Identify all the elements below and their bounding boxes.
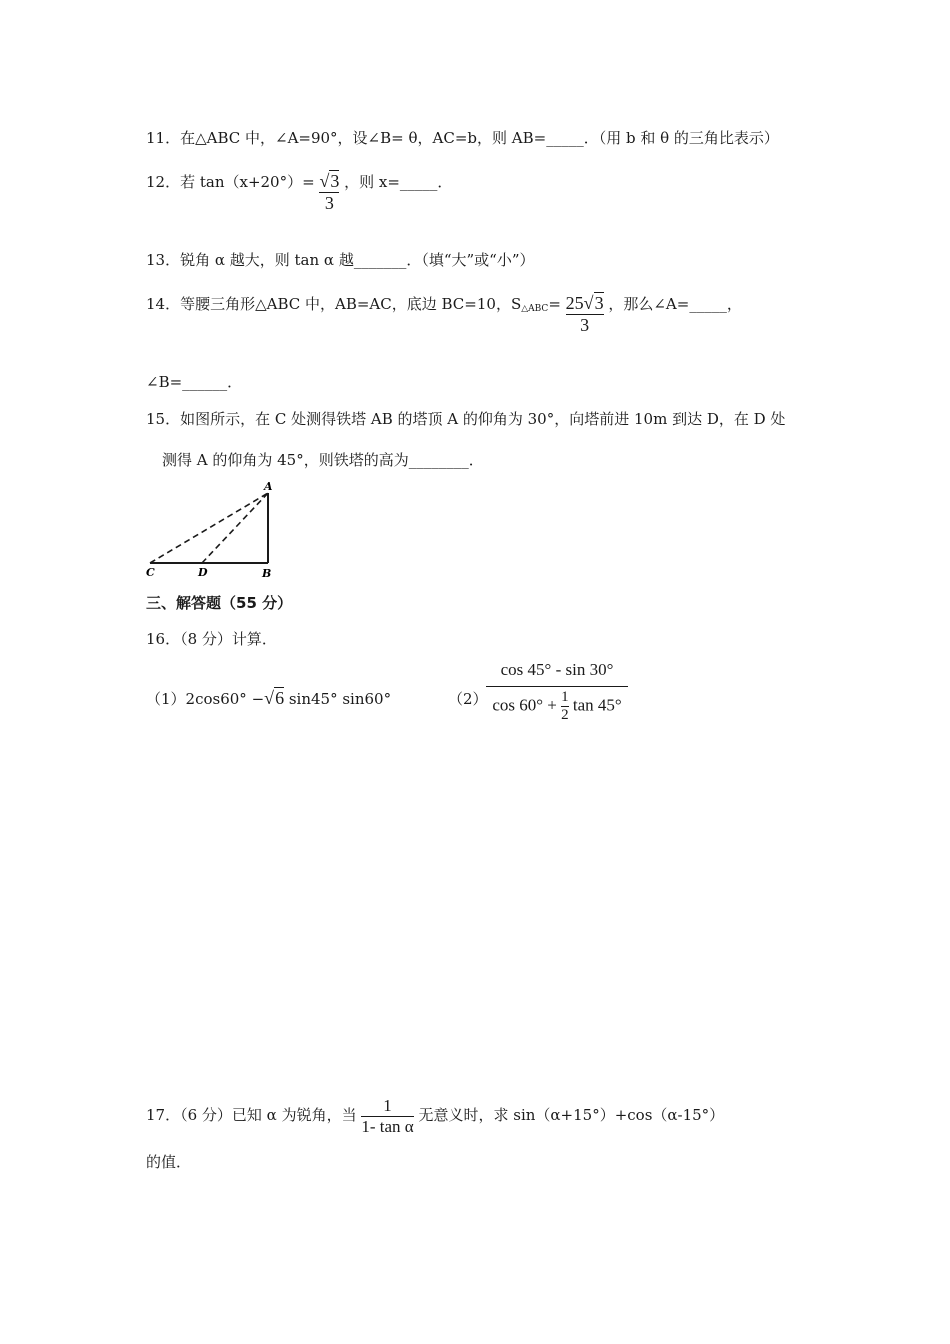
sqrt-symbol: √3 [319,171,340,191]
question-12-suffix: ，则 x=_____． [344,173,453,191]
question-14-prefix: 14．等腰三角形△ABC 中，AB=AC，底边 BC=10，S [146,295,522,313]
question-14-suffix: ，那么∠A=_____， [608,295,742,313]
fraction-denominator: 3 [580,315,590,335]
area-subscript: △ABC [521,304,549,314]
fraction-numerator: 1 [383,1096,392,1115]
tower-figure [140,478,290,582]
question-12-fraction [319,171,339,214]
question-17-fraction [361,1096,413,1137]
sightline-d [202,493,268,563]
question-16-title: 16．（8 分）计算． [146,630,277,648]
half-fraction: $\frac{1}{2}$ [561,689,569,723]
question-15-line2: 测得 A 的仰角为 45°，则铁塔的高为________． [162,451,484,469]
question-14-line2: ∠B=______． [146,373,243,391]
question-17: 17．（6 分）已知 α 为锐角，当 $\frac{1}{\text{1- tan α}}$ 无意义时，求 sin（α+15°）+cos（α-15°） [146,1096,725,1136]
sightline-c [150,493,268,563]
question-11: 11．在△ABC 中，∠A=90°，设∠B= θ，AC=b，则 AB=_____．（用 b 和 θ 的三角比表示） [146,129,779,147]
fraction-numerator: cos 45° - sin 30° [500,660,614,679]
fraction-denominator: 3 [324,193,334,213]
sqrt-symbol: √3 [583,293,604,313]
question-13: 13．锐角 α 越大，则 tan α 越_______．（填“大”或“小”） [146,251,535,269]
question-15-line1: 15．如图所示，在 C 处测得铁塔 AB 的塔顶 A 的仰角为 30°，向塔前进 10m 到达 D，在 D 处 [146,410,786,428]
part2-fraction [486,660,628,724]
part2-label: （2） [448,690,488,708]
question-12-prefix: 12．若 tan（x+20°）= [146,173,315,191]
question-17-line2: 的值． [146,1153,192,1171]
sqrt-symbol: √6 [264,688,285,708]
question-12 [146,171,452,214]
label-b: B [262,567,272,580]
label-d: D [198,566,208,579]
question-14 [146,293,742,336]
question-14-fraction [566,293,604,336]
fraction-denominator: 1- tan α [361,1117,414,1136]
question-16-part1: （1）2cos60° −√6 sin45° sin60° [146,688,392,708]
label-a: A [264,480,273,493]
fraction-numerator [319,171,339,192]
fraction-numerator: 25√3 [565,293,604,313]
equals-sign: = [548,295,561,313]
fraction-denominator: cos 60° + $\frac{1}{2}$ tan 45° [492,689,622,723]
section-heading: 三、解答题（55 分） [146,594,293,612]
label-c: C [146,566,155,579]
